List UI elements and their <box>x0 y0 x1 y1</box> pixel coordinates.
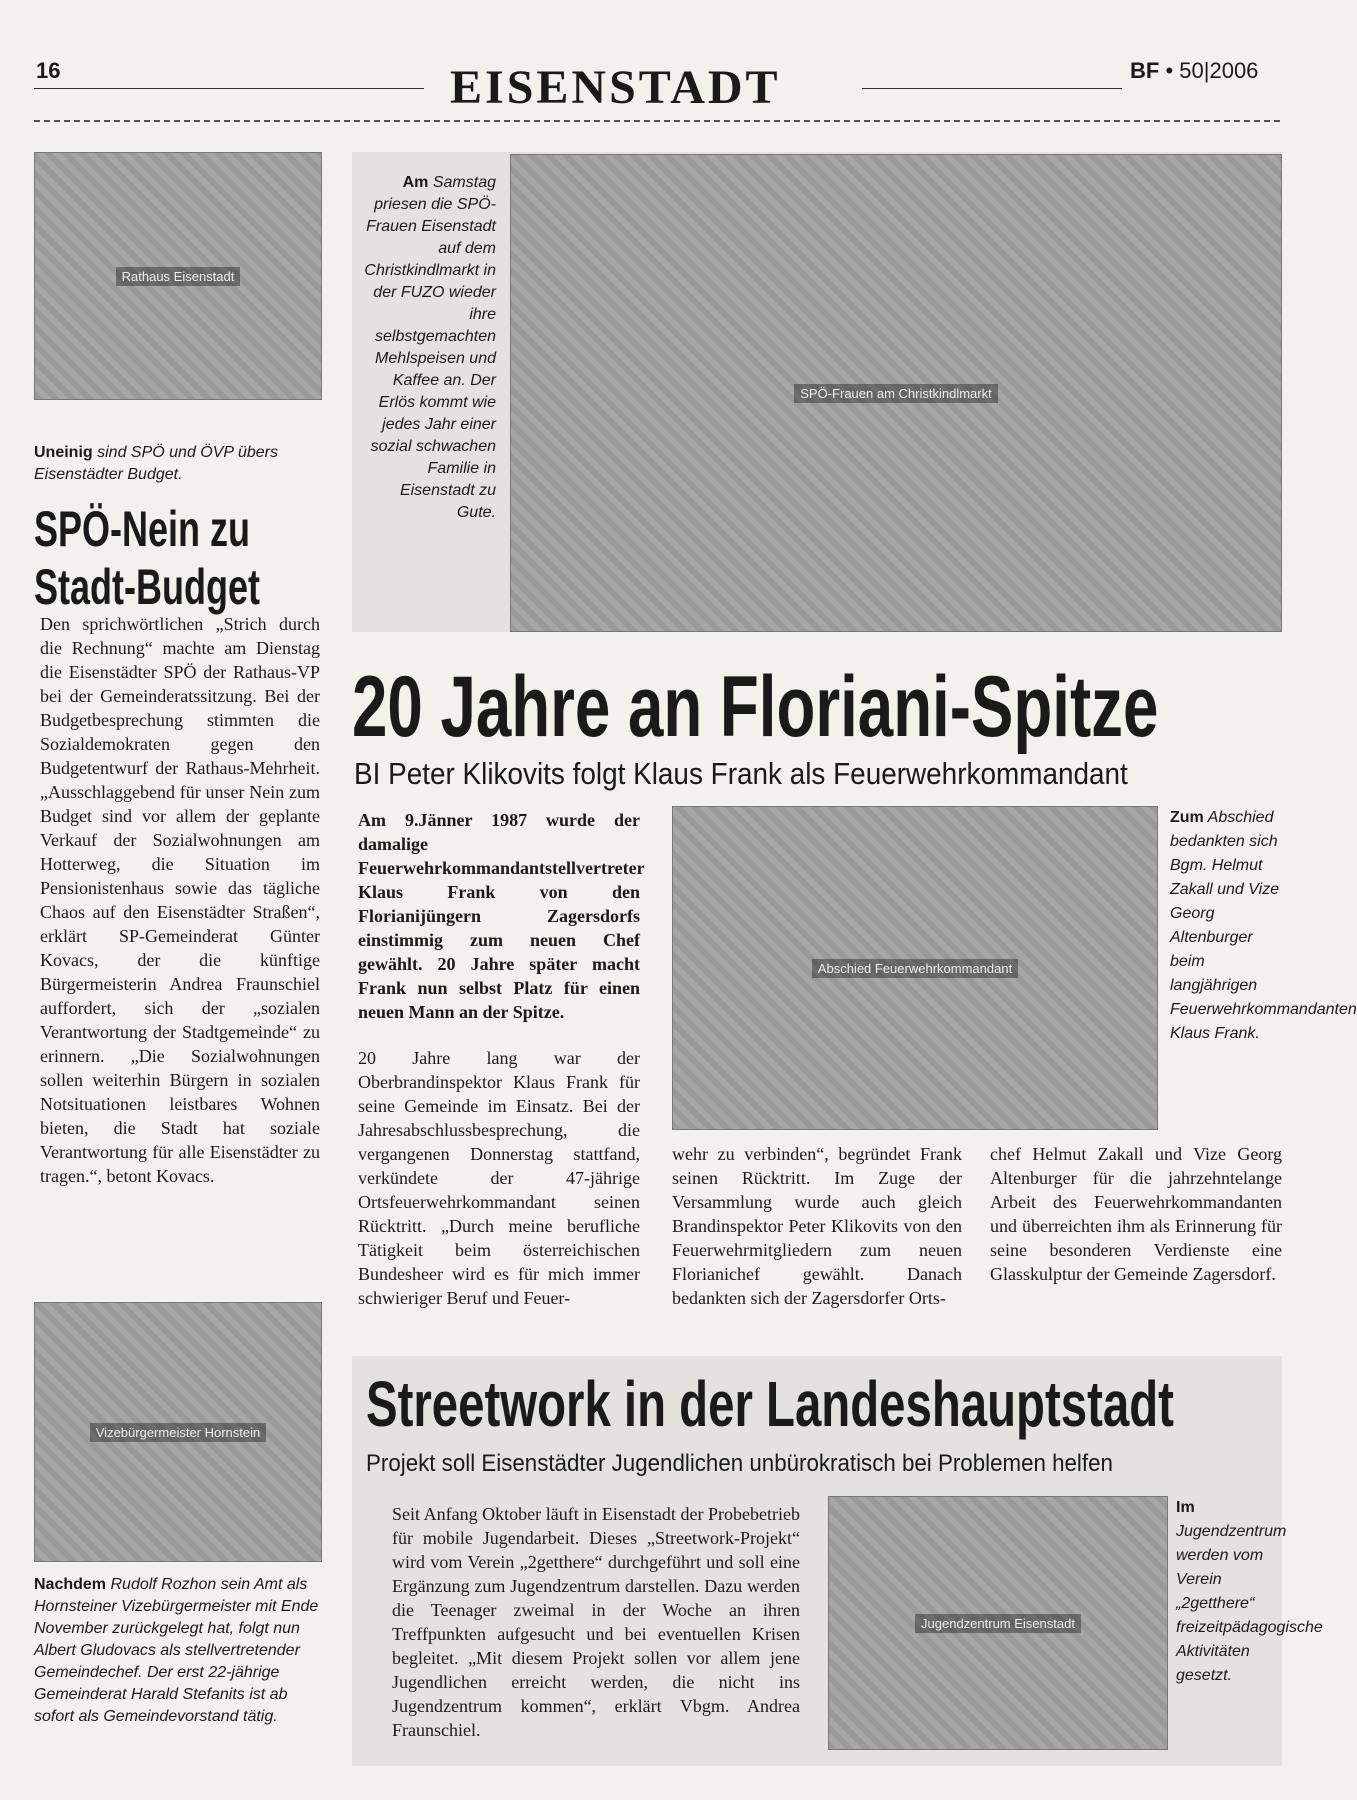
christkindl-caption <box>360 172 496 524</box>
jugendzentrum-photo-label: Jugendzentrum Eisenstadt <box>915 1614 1081 1633</box>
feuerwehr-photo <box>672 806 1158 1130</box>
rathaus-photo <box>34 152 322 400</box>
hornstein-photo <box>34 1302 322 1562</box>
streetwork-subheadline: Projekt soll Eisenstädter Jugendlichen unbürokratisch bei Problemen helfen <box>366 1450 1113 1477</box>
issue-number: 50|2006 <box>1179 58 1259 83</box>
budget-headline <box>34 500 260 616</box>
hornstein-caption-text: Rudolf Rozhon sein Amt als Hornsteiner Vizebürgermeister mit Ende November zurückgelegt hat, folgt nun Albert Gludovacs als stellvertretender Gemeindechef. Der erst 22-jährige Gemeinderat Harald Stefanits ist ab sofort als Gemeindevorstand tätig. <box>34 1576 319 1725</box>
christkindl-caption-lead: Am <box>402 174 429 191</box>
issue-info <box>1130 58 1258 84</box>
floriani-lead: Am 9.Jänner 1987 wurde der damalige Feuerwehrkommandantstellvertreter Klaus Frank von den Florianijüngern Zagersdorfs einstimmig zum neuen Chef gewählt. 20 Jahre später macht Frank nun selbst Platz für einen neuen Mann an der Spitze. <box>358 810 645 1022</box>
hornstein-photo-label: Vizebürgermeister Hornstein <box>90 1423 267 1442</box>
floriani-subheadline: BI Peter Klikovits folgt Klaus Frank als Feuerwehrkommandant <box>354 756 1128 791</box>
rathaus-caption <box>34 442 324 486</box>
section-title: EISENSTADT <box>450 61 781 114</box>
feuerwehr-photo-label: Abschied Feuerwehrkommandant <box>812 959 1018 978</box>
rathaus-photo-label: Rathaus Eisenstadt <box>116 267 241 286</box>
budget-body: Den sprichwörtlichen „Strich durch die Rechnung“ machte am Dienstag die Eisenstädter SPÖ der Rathaus-VP bei der Gemeinderatssitzung. Bei der Budgetbesprechung stimmten die Sozialdemokraten gegen den Budgetentwurf der Rathaus-Mehrheit. „Ausschlaggebend für unser Nein zum Budget sind vor allem der geplante Verkauf der Sozialwohnungen am Hotterweg, die Situation im Pensionistenhaus sowie das tägliche Chaos auf den Eisenstädter Straßen“, erklärt SP-Gemeinderat Günter Kovacs, der die künftige Bürgermeisterin Andrea Fraunschiel auffordert, sich der „sozialen Verantwortung der Stadtgemeinde“ zu erinnern. „Die Sozialwohnungen sollen weiterhin Bürgern in sozialen Notsituationen leistbares Wohnen bieten, die Stadt hat soziale Verantwortung für alle Eisenstädter zu tragen.“, betont Kovacs. <box>40 614 320 1186</box>
floriani-body-col3: chef Helmut Zakall und Vize Georg Altenburger für die jahrzehntelange Arbeit des Feuerwehrkommandanten und überreichten ihm als Erinnerung für seine besonderen Verdienste eine Glasskulptur der Gemeinde Zagersdorf. <box>990 1144 1282 1284</box>
christkindl-photo <box>510 154 1282 632</box>
christkindl-caption-text: Samstag priesen die SPÖ-Frauen Eisenstadt auf dem Christkindlmarkt in der FUZO wieder ihre selbstgemachten Mehlspeisen und Kaffee an. Der Erlös kommt wie jedes Jahr einer sozial schwachen Familie in Eisenstadt zu Gute. <box>364 174 496 521</box>
paper-abbr: BF <box>1130 58 1160 83</box>
floriani-headline: 20 Jahre an Floriani-Spitze <box>352 659 1159 755</box>
christkindl-photo-label: SPÖ-Frauen am Christkindlmarkt <box>794 384 997 403</box>
page-number: 16 <box>36 58 61 83</box>
rathaus-caption-text: sind SPÖ und ÖVP übers Eisenstädter Budget. <box>34 444 278 483</box>
feuerwehr-caption-lead: Zum <box>1170 809 1204 826</box>
streetwork-body: Seit Anfang Oktober läuft in Eisenstadt der Probebetrieb für mobile Jugendarbeit. Dieses „Streetwork-Projekt“ wird vom Verein „2getthere“ durchgeführt und soll eine Ergänzung zum Jugendzentrum darstellen. Dazu werden die Teenager zweimal in der Woche an ihren Treffpunkten aufgesucht und bei eventuellen Krisen begleitet. „Mit diesem Projekt sollen vor allem jene Jugendlichen erreicht werden, die nicht ins Jugendzentrum kommen“, erklärt Vbgm. Andrea Fraunschiel. <box>392 1504 800 1740</box>
header-dashed-divider <box>34 120 1280 122</box>
jugendzentrum-photo <box>828 1496 1168 1750</box>
floriani-body-col1: 20 Jahre lang war der Oberbrandinspektor Klaus Frank für seine Gemeinde im Einsatz. Bei der Jahresabschlussbesprechung, die vergangenen Donnerstag stattfand, verkündete der 47-jährige Ortsfeuerwehrkommandant seinen Rücktritt. „Durch meine berufliche Tätigkeit beim österreichischen Bundesheer wird es für mich immer schwieriger Beruf und Feuer- <box>358 1048 640 1308</box>
floriani-body-col2: wehr zu verbinden“, begründet Frank seinen Rücktritt. Im Zuge der Versammlung wurde auch gleich Brandinspektor Peter Klikovits von den Feuerwehrmitgliedern zum neuen Florianichef gewählt. Danach bedankten sich der Zagersdorfer Orts- <box>672 1144 962 1308</box>
rathaus-caption-lead: Uneinig <box>34 444 93 461</box>
budget-headline-line1: SPÖ-Nein zu <box>34 501 251 557</box>
feuerwehr-caption-text: Abschied bedankten sich Bgm. Helmut Zakall und Vize Georg Altenburger beim langjährigen Feuerwehrkommandanten Klaus Frank. <box>1170 809 1357 1042</box>
jugendzentrum-caption <box>1176 1496 1323 1688</box>
bullet-separator: • <box>1165 58 1180 83</box>
feuerwehr-caption <box>1170 806 1357 1046</box>
hornstein-caption <box>34 1574 326 1728</box>
jugendzentrum-caption-lead: Im <box>1176 1499 1195 1516</box>
header-rule-right <box>862 88 1122 89</box>
budget-headline-line2: Stadt-Budget <box>34 559 260 615</box>
header-rule-left <box>34 88 424 89</box>
hornstein-caption-lead: Nachdem <box>34 1576 107 1593</box>
streetwork-headline: Streetwork in der Landeshauptstadt <box>366 1368 1174 1440</box>
jugendzentrum-caption-text: Jugendzentrum werden vom Verein „2getthere“ freizeitpädagogische Aktivitäten gesetzt. <box>1176 1523 1323 1684</box>
